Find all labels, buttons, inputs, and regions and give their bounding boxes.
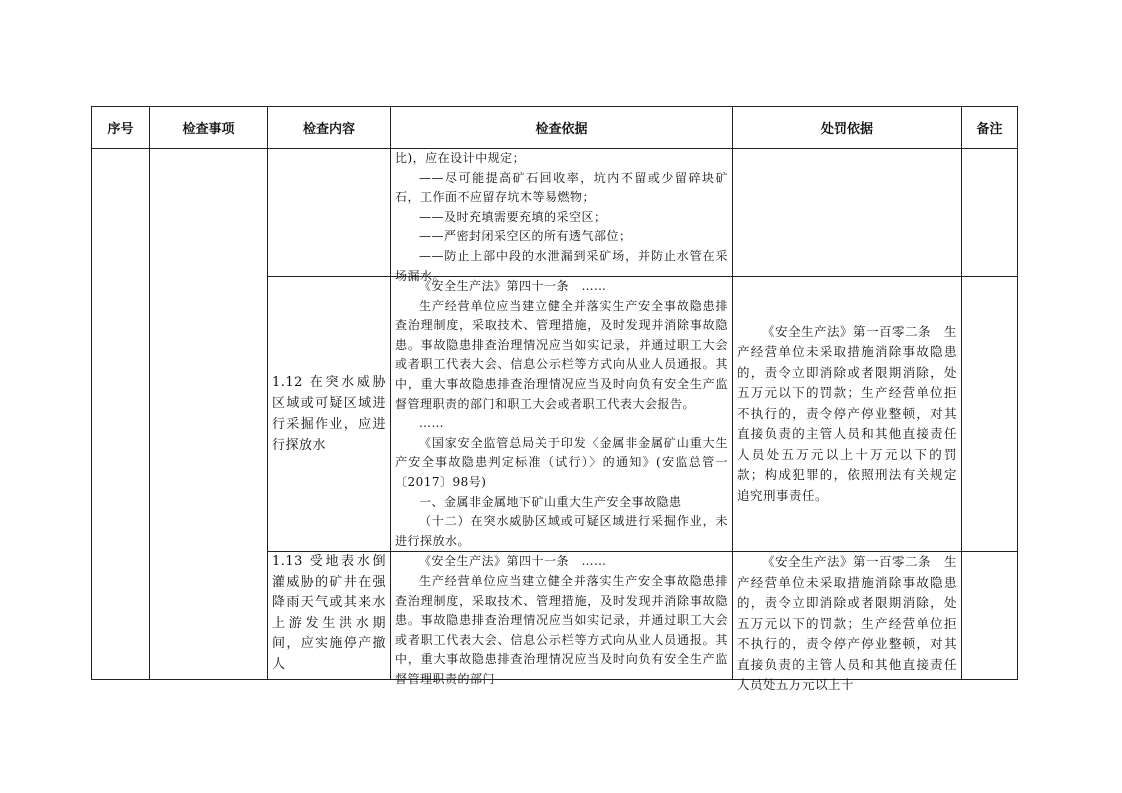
basis-paragraph: ——及时充填需要充填的采空区；: [419, 209, 607, 224]
basis-paragraph: ——防止上部中段的水泄漏到采矿场，并防止水管在采场漏水。: [395, 248, 728, 283]
header-content: 检查内容: [268, 107, 391, 149]
header-item: 检查事项: [150, 107, 268, 149]
cell-penalty: [733, 149, 962, 277]
cell-remark: [962, 552, 1018, 680]
cell-remark: [962, 149, 1018, 277]
header-no: 序号: [92, 107, 150, 149]
cell-content: [268, 552, 391, 680]
cell-basis: [391, 552, 733, 686]
cell-penalty: 《安全生产法》第一百零二条 生产经营单位未采取措施消除事故隐患的，责令立即消除或者限期消除，处五万元以下的罚款；生产经营单位拒不执行的，责令停产停业整顿，对其直接负责的主管人员和其他直接责任人员处五万元以上十万元以下的罚款；构成犯罪的，依照刑法有关规定追究刑事责任。: [733, 277, 962, 552]
basis-paragraph: （十二）在突水威胁区域或可疑区域进行采掘作业，未进行探放水。: [395, 514, 728, 548]
basis-paragraph: ……: [419, 416, 444, 431]
basis-paragraph: 一、金属非金属地下矿山重大生产安全事故隐患: [419, 494, 682, 509]
inspection-table-page: [91, 106, 1017, 693]
header-remark: 备注: [962, 107, 1018, 149]
basis-paragraph: ——严密封闭采空区的所有透气部位；: [419, 229, 632, 244]
basis-paragraph: ——尽可能提高矿石回收率，坑内不留或少留碎块矿石，工作面不应留存坑木等易燃物；: [395, 170, 728, 205]
content-text: 1.13 受地表水倒灌威胁的矿井在强降雨天气或其来水上游发生洪水期间，应实施停产撤人: [272, 554, 386, 672]
cell-no: [92, 149, 150, 680]
cell-content: 1.12 在突水威胁区域或可疑区域进行采掘作业，应进行探放水: [268, 277, 391, 552]
header-penalty: 处罚依据: [733, 107, 962, 149]
header-basis: 检查依据: [391, 107, 733, 149]
table-header-row: [92, 107, 1018, 149]
penalty-text: 《安全生产法》第一百零二条 生产经营单位未采取措施消除事故隐患的，责令立即消除或者限期消除，处五万元以下的罚款；生产经营单位拒不执行的，责令停产停业整顿，对其直接负责的主管人员和其他直接责任人员处五万元以上十: [737, 554, 958, 693]
basis-paragraph: 生产经营单位应当建立健全并落实生产安全事故隐患排查治理制度，采取技术、管理措施，及时发现并消除事故隐患。事故隐患排查治理情况应当如实记录，并通过职工大会或者职工代表大会、信息公示栏等方式向从业人员通报。其中，重大事故隐患排查治理情况应当及时向负有安全生产监督管理职责的部门: [395, 573, 728, 686]
cell-content: [268, 149, 391, 277]
table-row: [92, 149, 1018, 277]
cell-remark: [962, 277, 1018, 552]
cell-penalty: [733, 552, 962, 693]
basis-paragraph: 《国家安全监管总局关于印发〈金属非金属矿山重大生产安全事故隐患判定标准（试行）〉的通知》(安监总管一〔2017〕98号): [395, 435, 728, 489]
inspection-table: [91, 106, 1018, 693]
basis-paragraph: 生产经营单位应当建立健全并落实生产安全事故隐患排查治理制度，采取技术、管理措施，及时发现并消除事故隐患。事故隐患排查治理情况应当如实记录，并通过职工大会或者职工代表大会、信息公示栏等方式向从业人员通报。其中，重大事故隐患排查治理情况应当及时向负有安全生产监督管理职责的部门和职工大会或者职工代表大会报告。: [395, 298, 728, 411]
cell-item: [150, 149, 268, 680]
cell-basis: [391, 149, 733, 283]
basis-paragraph: 《安全生产法》第四十一条 ……: [419, 279, 607, 293]
basis-paragraph: 比)，应在设计中规定；: [395, 151, 526, 165]
cell-basis: [391, 277, 733, 552]
basis-paragraph: 《安全生产法》第四十一条 ……: [419, 554, 607, 569]
